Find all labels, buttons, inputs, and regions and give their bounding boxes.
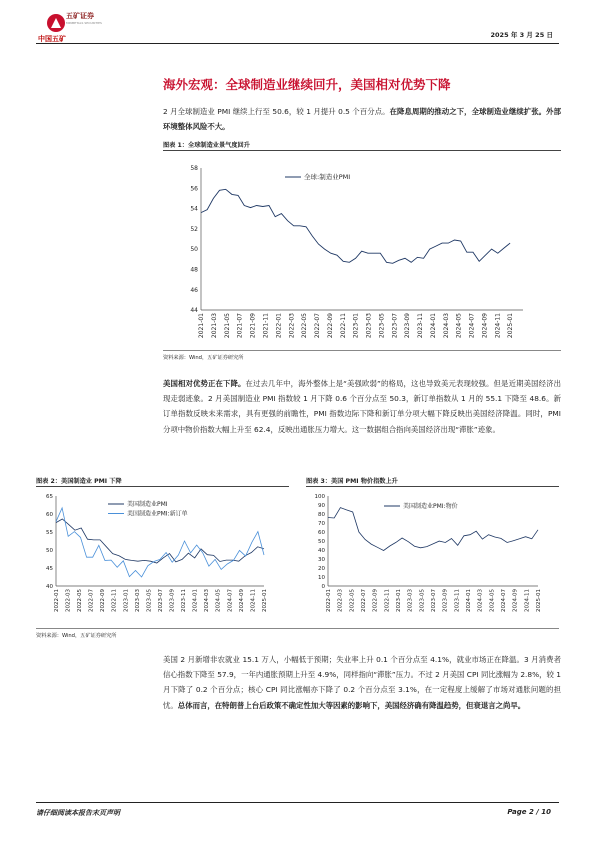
- figure3-top-rule: [306, 486, 559, 487]
- c1-x-tick-label: 2022-11: [339, 313, 347, 339]
- paragraph-us-advantage: [163, 376, 561, 437]
- para2-bold: 美国相对优势正在下降。: [163, 379, 246, 388]
- figures23-source: 资料来源：Wind，五矿证券研究所: [36, 633, 117, 639]
- c2-x-tick-label: 2024-01: [192, 589, 199, 612]
- footer-divider: [36, 802, 559, 803]
- c1-y-tick-label: 46: [190, 286, 198, 294]
- broker-name-en: MINMETALS SECURITIES: [66, 21, 102, 25]
- c1-x-tick-label: 2024-07: [468, 313, 476, 339]
- c3-y-tick-label: 70: [318, 520, 325, 527]
- figure2-top-rule: [36, 486, 289, 487]
- chart-us-pmi: [36, 488, 289, 625]
- c3-x-tick-label: 2022-05: [349, 589, 356, 612]
- c2-x-tick-label: 2024-05: [215, 589, 222, 612]
- report-date: 2025 年 3 月 25 日: [490, 31, 553, 39]
- figure1-source: 资料来源：Wind，五矿证券研究所: [163, 355, 244, 361]
- c1-x-tick-label: 2023-07: [391, 313, 399, 339]
- c3-x-tick-label: 2023-01: [395, 589, 402, 612]
- c1-x-tick-label: 2024-03: [442, 313, 450, 339]
- c2-x-tick-label: 2024-07: [227, 589, 234, 612]
- para2-normal: 在过去几年中，海外整体上是“美强欧弱”的格局，这也导致美元表现较强。但是近期美国经济出现走弱迹象。2 月美国制造业 PMI 指数较 1 月下降 0.6 个百分点至 50.3，新订单指数从 1 月的 55.1 下降至 48.6。新订单指数反映未来需求，具有更强的前瞻性，PMI 指数边际下降和新订单分项大幅下降反映出美国经济降温。同时，PMI 分项中物价指数大幅上升至 62.4，反映出通胀压力增大。这一数据组合指向美国经济出现“滞胀”迹象。: [163, 379, 561, 434]
- c2-x-tick-label: 2022-05: [77, 589, 84, 612]
- c2-y-tick-label: 50: [46, 547, 53, 554]
- c2-legend-label-0: 美国制造业PMI: [127, 500, 168, 508]
- c1-x-tick-label: 2023-03: [365, 313, 373, 339]
- c2-x-tick-label: 2024-09: [238, 589, 245, 612]
- c3-y-tick-label: 90: [318, 502, 325, 509]
- c1-y-tick-label: 54: [190, 205, 198, 213]
- c1-x-tick-label: 2021-11: [262, 313, 270, 339]
- chart-global-pmi: [163, 152, 561, 347]
- c1-x-tick-label: 2021-01: [198, 313, 206, 339]
- c1-x-tick-label: 2022-01: [275, 313, 283, 339]
- c1-x-tick-label: 2024-05: [455, 313, 463, 339]
- c2-x-tick-label: 2024-03: [204, 589, 211, 612]
- c3-y-tick-label: 10: [318, 574, 325, 581]
- c2-x-tick-label: 2023-03: [134, 589, 141, 612]
- chart-us-pmi-prices: [306, 488, 559, 625]
- para1-bold: 在降息周期的推动之下，全球制造业继续扩张。外部环境整体风险不大。: [163, 107, 561, 132]
- c1-x-tick-label: 2021-03: [210, 313, 218, 339]
- figure1-top-rule: [163, 150, 561, 151]
- c3-x-tick-label: 2022-09: [372, 589, 379, 612]
- c2-x-tick-label: 2023-07: [157, 589, 164, 612]
- c2-y-tick-label: 55: [46, 529, 53, 536]
- para1-normal: 2 月全球制造业 PMI 继续上行至 50.6，较 1 月提升 0.5 个百分点。: [163, 107, 390, 116]
- c3-x-tick-label: 2024-05: [489, 589, 496, 612]
- c3-x-tick-label: 2022-07: [360, 589, 367, 612]
- c1-x-tick-label: 2021-07: [236, 313, 244, 339]
- c3-x-tick-label: 2023-05: [419, 589, 426, 612]
- figure1-bottom-rule: [163, 350, 561, 351]
- c3-x-tick-label: 2025-01: [535, 589, 542, 612]
- c3-series-line-0: [328, 508, 538, 551]
- c1-y-tick-label: 58: [190, 165, 198, 173]
- c3-x-tick-label: 2022-01: [325, 589, 332, 612]
- c3-x-tick-label: 2023-09: [442, 589, 449, 612]
- c1-x-tick-label: 2023-11: [417, 313, 425, 339]
- para3-bold: 总体而言，在特朗普上台后政策不确定性加大等因素的影响下，美国经济确有降温趋势，但衰退言之尚早。: [177, 700, 526, 710]
- broker-name: 五矿证券: [66, 12, 94, 20]
- c1-x-tick-label: 2021-09: [249, 313, 257, 339]
- c1-y-tick-label: 44: [190, 307, 198, 315]
- c1-y-tick-label: 56: [190, 185, 198, 193]
- paragraph-global-pmi: [163, 104, 561, 134]
- c2-x-tick-label: 2023-01: [123, 589, 130, 612]
- c3-x-tick-label: 2024-03: [477, 589, 484, 612]
- c3-y-tick-label: 40: [318, 547, 325, 554]
- c2-x-tick-label: 2022-09: [100, 589, 107, 612]
- figure1-caption: 图表 1：全球制造业景气度回升: [163, 142, 250, 149]
- c1-x-tick-label: 2022-09: [326, 313, 334, 339]
- c3-legend-label-0: 美国制造业PMI:物价: [403, 502, 458, 510]
- page-header: [0, 0, 595, 48]
- c1-x-tick-label: 2024-11: [494, 313, 502, 339]
- c3-x-tick-label: 2022-11: [384, 589, 391, 612]
- footer-disclaimer: 请仔细阅读本报告末页声明: [36, 809, 120, 817]
- c2-series-line-1: [56, 508, 264, 577]
- c1-x-tick-label: 2023-09: [404, 313, 412, 339]
- page-number: Page 2 / 10: [507, 808, 551, 816]
- c2-series-line-0: [56, 519, 264, 563]
- c3-y-tick-label: 30: [318, 556, 325, 563]
- c1-x-tick-label: 2023-05: [378, 313, 386, 339]
- c1-x-tick-label: 2021-05: [223, 313, 231, 339]
- c2-x-tick-label: 2025-01: [261, 589, 268, 612]
- header-divider: [36, 43, 559, 44]
- c1-y-tick-label: 52: [190, 225, 198, 233]
- c3-x-tick-label: 2024-11: [524, 589, 531, 612]
- c3-x-tick-label: 2024-01: [465, 589, 472, 612]
- c2-x-tick-label: 2022-03: [65, 589, 72, 612]
- c3-x-tick-label: 2024-09: [512, 589, 519, 612]
- c1-x-tick-label: 2024-01: [429, 313, 437, 339]
- c2-x-tick-label: 2023-05: [146, 589, 153, 612]
- logo-mark-icon: [47, 14, 65, 32]
- paragraph-us-labor-inflation: [163, 652, 561, 713]
- c2-x-tick-label: 2024-11: [250, 589, 257, 612]
- c1-x-tick-label: 2024-09: [481, 313, 489, 339]
- c3-x-tick-label: 2023-03: [407, 589, 414, 612]
- c3-y-tick-label: 100: [314, 493, 325, 500]
- c1-y-tick-label: 50: [190, 246, 198, 254]
- c2-legend-label-1: 美国制造业PMI:新订单: [127, 510, 188, 518]
- c2-x-tick-label: 2023-11: [181, 589, 188, 612]
- c1-x-tick-label: 2022-07: [314, 313, 322, 339]
- c1-x-tick-label: 2025-01: [507, 313, 515, 339]
- section-title: 海外宏观：全球制造业继续回升，美国相对优势下降: [163, 77, 451, 92]
- c3-y-tick-label: 60: [318, 529, 325, 536]
- c3-x-tick-label: 2022-03: [337, 589, 344, 612]
- c2-y-tick-label: 45: [46, 565, 53, 572]
- c3-y-tick-label: 0: [321, 583, 325, 590]
- figures23-bottom-rule: [36, 628, 559, 629]
- c1-x-tick-label: 2023-01: [352, 313, 360, 339]
- c2-x-tick-label: 2022-01: [53, 589, 60, 612]
- c2-y-tick-label: 60: [46, 511, 53, 518]
- c2-x-tick-label: 2022-11: [111, 589, 118, 612]
- c3-y-tick-label: 50: [318, 538, 325, 545]
- c2-y-tick-label: 65: [46, 493, 53, 500]
- c3-x-tick-label: 2023-11: [454, 589, 461, 612]
- c1-x-tick-label: 2022-03: [288, 313, 296, 339]
- c3-y-tick-label: 20: [318, 565, 325, 572]
- c1-x-tick-label: 2022-05: [301, 313, 309, 339]
- c3-y-tick-label: 80: [318, 511, 325, 518]
- figure3-caption: 图表 3：美国 PMI 物价指数上升: [306, 478, 398, 485]
- c1-y-tick-label: 48: [190, 266, 198, 274]
- c2-y-tick-label: 40: [46, 583, 53, 590]
- c2-x-tick-label: 2023-09: [169, 589, 176, 612]
- c3-x-tick-label: 2023-07: [430, 589, 437, 612]
- c1-series-line-0: [201, 189, 510, 263]
- para3-normal: 美国 2 月新增非农就业 15.1 万人，小幅低于预期；失业率上升 0.1 个百分点至 4.1%，就业市场正在降温。3 月消费者信心指数下降至 57.9，一年内通胀预期上升至 4.9%，同样指向“滞胀”压力。不过 2 月美国 CPI 同比涨幅为 2.8%，较 1 月下降了 0.2 个百分点；核心 CPI 同比涨幅亦下降了 0.2 个百分点至 3.1%，在一定程度上缓解了市场对通胀问题的担忧。: [163, 655, 561, 710]
- c3-x-tick-label: 2024-07: [500, 589, 507, 612]
- logo-company-name: 中国五矿: [38, 35, 66, 43]
- c2-x-tick-label: 2022-07: [88, 589, 95, 612]
- figure2-caption: 图表 2：美国制造业 PMI 下降: [36, 478, 122, 485]
- c1-legend-label-0: 全球:制造业PMI: [304, 173, 351, 182]
